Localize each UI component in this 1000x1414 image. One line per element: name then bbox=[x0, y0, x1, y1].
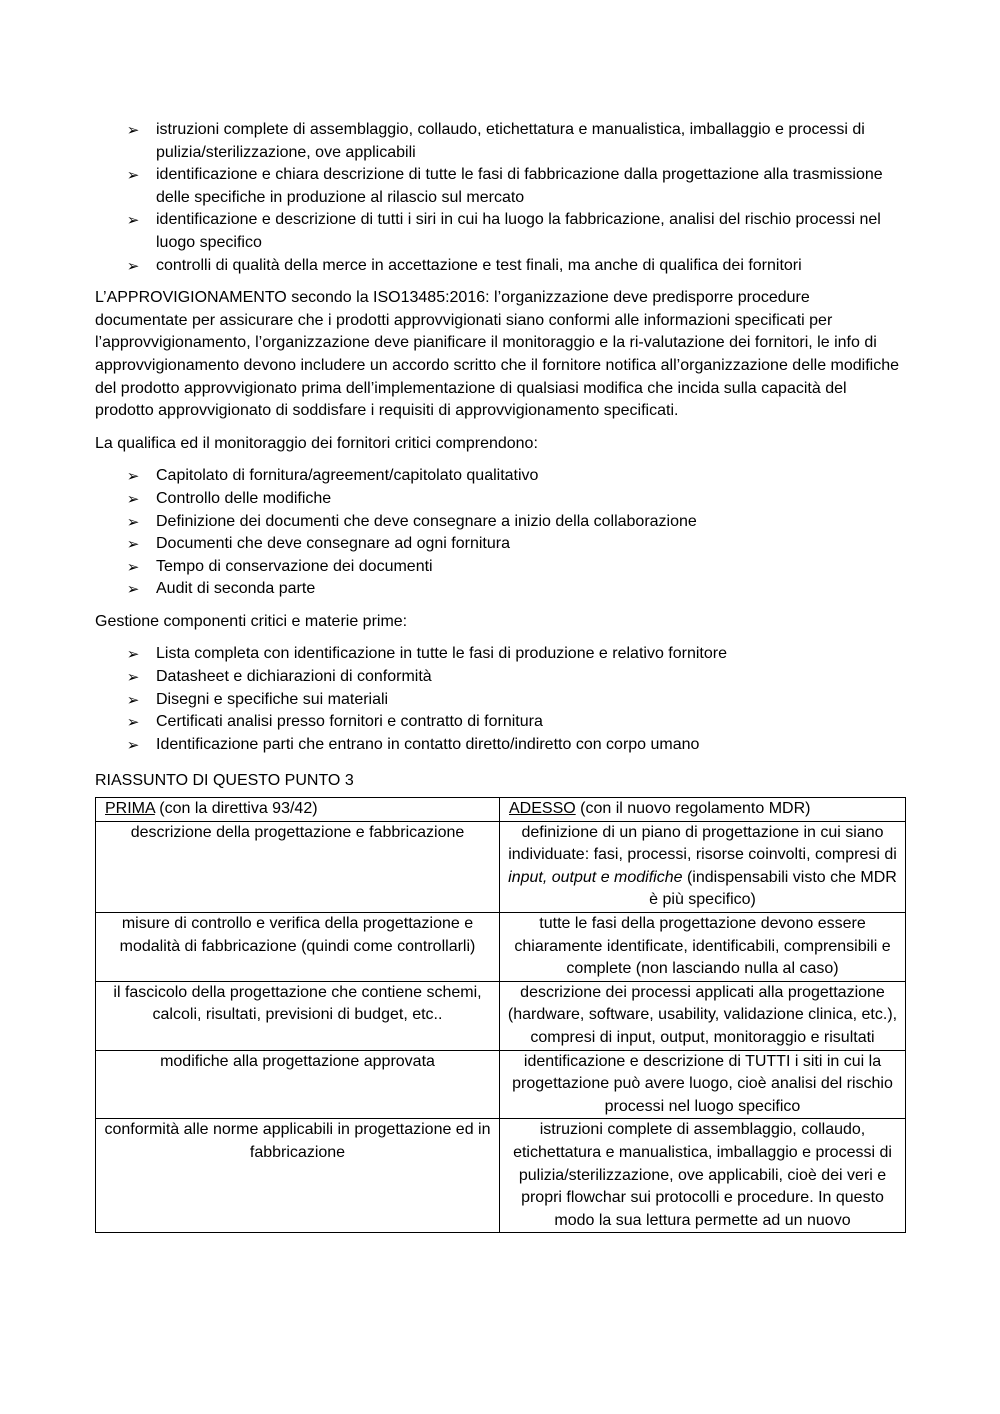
arrow-bullet-icon: ➢ bbox=[126, 467, 140, 486]
arrow-bullet-icon: ➢ bbox=[126, 580, 140, 599]
table-row bbox=[96, 1119, 906, 1233]
gestione-intro: Gestione componenti critici e materie prime: bbox=[95, 612, 408, 630]
arrow-bullet-icon: ➢ bbox=[126, 489, 140, 508]
table-cell-adesso: tutte le fasi della progettazione devono essere chiaramente identificate, identificabili, comprensibili e complete (non lasciando nulla al caso) bbox=[500, 913, 906, 982]
bullet-list-gestione bbox=[95, 643, 905, 756]
document-page bbox=[95, 119, 905, 1233]
list-item: ➢ Controllo delle modifiche bbox=[95, 488, 905, 511]
qualifica-intro: La qualifica ed il monitoraggio dei fornitori critici comprendono: bbox=[95, 434, 538, 452]
table-row bbox=[96, 821, 906, 912]
arrow-bullet-icon: ➢ bbox=[126, 557, 140, 576]
table-cell-prima: conformità alle norme applicabili in progettazione ed in fabbricazione bbox=[96, 1119, 500, 1233]
arrow-bullet-icon: ➢ bbox=[126, 668, 140, 687]
list-item: ➢ Datasheet e dichiarazioni di conformità bbox=[95, 666, 905, 689]
table-row bbox=[96, 913, 906, 982]
list-item: ➢ Identificazione parti che entrano in contatto diretto/indiretto con corpo umano bbox=[95, 734, 905, 757]
summary-title: RIASSUNTO DI QUESTO PUNTO 3 bbox=[95, 772, 354, 790]
arrow-bullet-icon: ➢ bbox=[126, 211, 140, 230]
comparison-table bbox=[95, 797, 906, 1233]
arrow-bullet-icon: ➢ bbox=[126, 645, 140, 664]
list-item: ➢ Capitolato di fornitura/agreement/capitolato qualitativo bbox=[95, 465, 905, 488]
list-item: ➢ Certificati analisi presso fornitori e contratto di fornitura bbox=[95, 711, 905, 734]
list-item: ➢ Documenti che deve consegnare ad ogni fornitura bbox=[95, 533, 905, 556]
list-item: ➢ istruzioni complete di assemblaggio, collaudo, etichettatura e manualistica, imballaggio e processi di pulizia/sterilizzazione, ove applicabili bbox=[126, 121, 865, 161]
table-header-row bbox=[96, 798, 906, 822]
arrow-bullet-icon: ➢ bbox=[126, 735, 140, 754]
table-cell-prima: modifiche alla progettazione approvata bbox=[96, 1050, 500, 1119]
header-adesso: ADESSO (con il nuovo regolamento MDR) bbox=[500, 798, 906, 822]
arrow-bullet-icon: ➢ bbox=[126, 690, 140, 709]
table-cell-prima: il fascicolo della progettazione che contiene schemi, calcoli, risultati, previsioni di budget, etc.. bbox=[96, 981, 500, 1050]
list-item: ➢ Audit di seconda parte bbox=[95, 578, 905, 601]
arrow-bullet-icon: ➢ bbox=[126, 535, 140, 554]
list-item: ➢ Definizione dei documenti che deve consegnare a inizio della collaborazione bbox=[95, 511, 905, 534]
arrow-bullet-icon: ➢ bbox=[126, 166, 140, 185]
table-cell-adesso: identificazione e descrizione di TUTTI i siti in cui la progettazione può avere luogo, cioè analisi del rischio processi nel luogo specifico bbox=[500, 1050, 906, 1119]
list-item: ➢ identificazione e descrizione di tutti i siri in cui ha luogo la fabbricazione, analisi del rischio processi nel luogo specifico bbox=[126, 211, 881, 251]
bullet-list-fabbricazione bbox=[95, 119, 905, 277]
arrow-bullet-icon: ➢ bbox=[126, 256, 140, 275]
list-item: ➢ identificazione e chiara descrizione di tutte le fasi di fabbricazione dalla progettazione alla trasmissione delle specifiche in produzione al rilascio sul mercato bbox=[126, 166, 883, 206]
paragraph-approvvigionamento: L’APPROVIGIONAMENTO secondo la ISO13485:2016: l’organizzazione deve predisporre procedure documentate per assicurare che i prodotti approvvigionati siano conformi alle informazioni specificati per l’approvvigionamento, l’organizzazione deve pianificare il monitoraggio e la ri-valutazione dei fornitori, le info di approvvigionamento devono includere un accordo scritto che il fornitore notifica all’organizzazione delle modifiche del prodotto approvvigionato prima dell’implementazione di qualsiasi modifica che incida sulla capacità del prodotto approvvigionato di soddisfare i requisiti di approvvigionamento specificati. bbox=[95, 289, 900, 420]
arrow-bullet-icon: ➢ bbox=[126, 121, 140, 139]
arrow-bullet-icon: ➢ bbox=[126, 512, 140, 531]
table-row bbox=[96, 981, 906, 1050]
arrow-bullet-icon: ➢ bbox=[126, 713, 140, 732]
table-row bbox=[96, 1050, 906, 1119]
bullet-list-qualifica bbox=[95, 465, 905, 601]
list-item: ➢ Lista completa con identificazione in tutte le fasi di produzione e relativo fornitore bbox=[95, 643, 905, 666]
list-item: ➢ Disegni e specifiche sui materiali bbox=[95, 689, 905, 712]
table-cell-prima: misure di controllo e verifica della progettazione e modalità di fabbricazione (quindi come controllarli) bbox=[96, 913, 500, 982]
table-cell-prima: descrizione della progettazione e fabbricazione bbox=[96, 821, 500, 912]
list-item: ➢ controlli di qualità della merce in accettazione e test finali, ma anche di qualifica dei fornitori bbox=[95, 255, 905, 278]
header-prima: PRIMA (con la direttiva 93/42) bbox=[96, 798, 500, 822]
list-item: ➢ Tempo di conservazione dei documenti bbox=[95, 556, 905, 579]
table-cell-adesso: istruzioni complete di assemblaggio, collaudo, etichettatura e manualistica, imballaggio e processi di pulizia/sterilizzazione, ove applicabili, cioè dei veri e propri flowchar sui protocolli e procedure. In questo modo la sua lettura permette ad un nuovo bbox=[500, 1119, 906, 1233]
table-cell-adesso: descrizione dei processi applicati alla progettazione (hardware, software, usability, validazione clinica, etc.), compresi di input, output, monitoraggio e risultati bbox=[500, 981, 906, 1050]
table-cell-adesso: definizione di un piano di progettazione in cui siano individuate: fasi, processi, risorse coinvolti, compresi di input, output e modifiche (indispensabili visto che MDR è più specifico) bbox=[500, 821, 906, 912]
